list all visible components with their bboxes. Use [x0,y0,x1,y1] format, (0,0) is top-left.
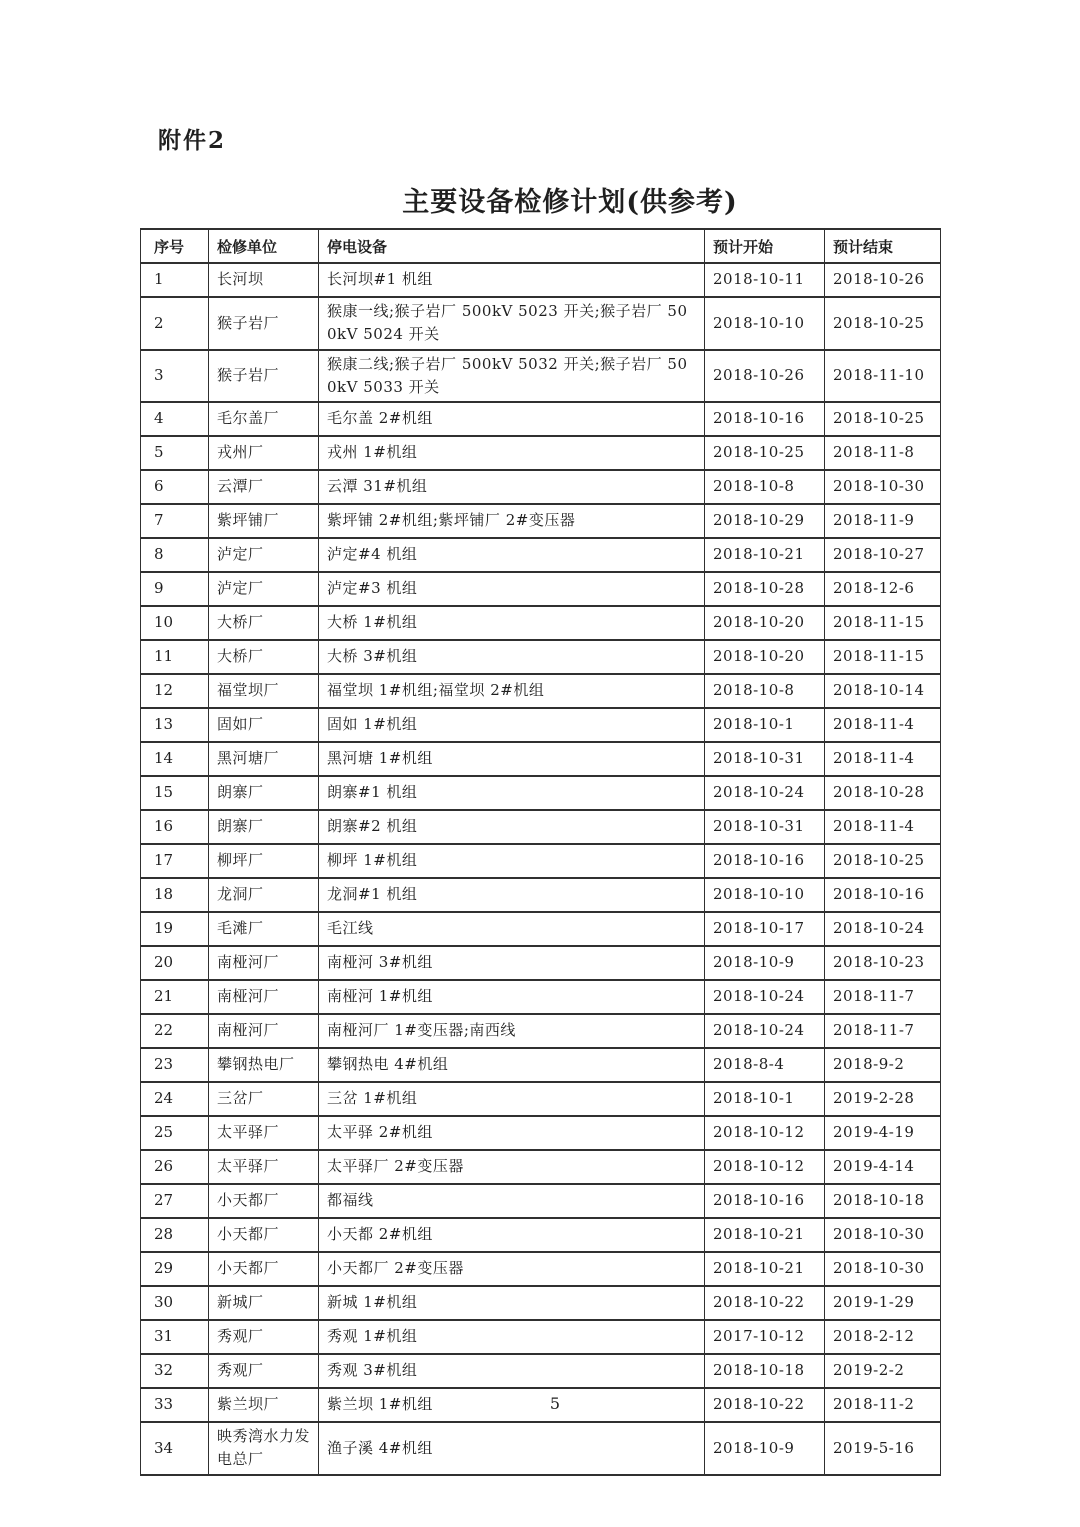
cell-equipment: 毛江线 [319,912,705,946]
cell-start: 2018-10-21 [705,1252,825,1286]
table-row [141,640,941,674]
cell-end: 2018-10-28 [825,776,941,810]
cell-end: 2018-11-2 [825,1388,941,1422]
table-row [141,912,941,946]
cell-end: 2018-9-2 [825,1048,941,1082]
table-row [141,1218,941,1252]
cell-no: 18 [141,878,209,912]
cell-start: 2018-10-16 [705,844,825,878]
cell-start: 2018-10-29 [705,504,825,538]
cell-equipment: 泸定#3 机组 [319,572,705,606]
cell-end: 2018-11-4 [825,742,941,776]
cell-start: 2018-10-16 [705,402,825,436]
cell-unit: 猴子岩厂 [209,350,319,403]
cell-unit: 小天都厂 [209,1184,319,1218]
table-row [141,263,941,297]
cell-no: 8 [141,538,209,572]
table-row [141,742,941,776]
table-row [141,297,941,350]
cell-equipment: 固如 1#机组 [319,708,705,742]
cell-unit: 泸定厂 [209,572,319,606]
cell-end: 2018-11-15 [825,606,941,640]
table-row [141,436,941,470]
cell-unit: 柳坪厂 [209,844,319,878]
cell-unit: 大桥厂 [209,640,319,674]
cell-unit: 毛滩厂 [209,912,319,946]
cell-no: 9 [141,572,209,606]
cell-end: 2018-10-16 [825,878,941,912]
cell-equipment: 新城 1#机组 [319,1286,705,1320]
cell-start: 2018-10-26 [705,350,825,403]
cell-equipment: 云潭 31#机组 [319,470,705,504]
cell-no: 22 [141,1014,209,1048]
cell-end: 2018-11-4 [825,708,941,742]
cell-end: 2018-11-9 [825,504,941,538]
table-row [141,674,941,708]
table-row [141,1048,941,1082]
cell-end: 2018-10-30 [825,470,941,504]
cell-end: 2018-10-14 [825,674,941,708]
cell-no: 20 [141,946,209,980]
cell-start: 2018-10-17 [705,912,825,946]
cell-end: 2018-10-23 [825,946,941,980]
cell-end: 2018-10-24 [825,912,941,946]
cell-unit: 秀观厂 [209,1320,319,1354]
cell-equipment: 渔子溪 4#机组 [319,1422,705,1475]
cell-equipment: 毛尔盖 2#机组 [319,402,705,436]
cell-start: 2018-10-24 [705,980,825,1014]
cell-equipment: 南桠河厂 1#变压器;南西线 [319,1014,705,1048]
cell-end: 2018-10-27 [825,538,941,572]
cell-equipment: 大桥 3#机组 [319,640,705,674]
cell-no: 4 [141,402,209,436]
cell-end: 2018-11-10 [825,350,941,403]
cell-unit: 南桠河厂 [209,980,319,1014]
table-row [141,572,941,606]
cell-equipment: 朗寨#2 机组 [319,810,705,844]
cell-unit: 紫兰坝厂 [209,1388,319,1422]
cell-equipment: 太平驿 2#机组 [319,1116,705,1150]
cell-equipment: 柳坪 1#机组 [319,844,705,878]
cell-end: 2018-10-30 [825,1218,941,1252]
maintenance-plan-table [140,228,941,1476]
cell-end: 2018-10-25 [825,402,941,436]
cell-unit: 龙洞厂 [209,878,319,912]
cell-start: 2018-10-12 [705,1150,825,1184]
table-row [141,980,941,1014]
table-row [141,402,941,436]
table-row [141,776,941,810]
column-header-equipment: 停电设备 [319,229,705,263]
cell-start: 2018-8-4 [705,1048,825,1082]
cell-start: 2018-10-31 [705,742,825,776]
cell-no: 16 [141,810,209,844]
cell-no: 5 [141,436,209,470]
cell-unit: 黑河塘厂 [209,742,319,776]
cell-no: 33 [141,1388,209,1422]
cell-end: 2019-2-2 [825,1354,941,1388]
cell-end: 2018-10-30 [825,1252,941,1286]
cell-equipment: 南桠河 3#机组 [319,946,705,980]
table-row [141,1286,941,1320]
cell-no: 26 [141,1150,209,1184]
cell-no: 15 [141,776,209,810]
cell-start: 2018-10-22 [705,1286,825,1320]
column-header-end: 预计结束 [825,229,941,263]
table-row [141,1252,941,1286]
cell-end: 2018-12-6 [825,572,941,606]
cell-no: 32 [141,1354,209,1388]
table-row [141,1150,941,1184]
cell-start: 2018-10-16 [705,1184,825,1218]
cell-no: 6 [141,470,209,504]
table-row [141,538,941,572]
cell-no: 30 [141,1286,209,1320]
cell-start: 2018-10-24 [705,776,825,810]
cell-unit: 固如厂 [209,708,319,742]
cell-end: 2018-10-26 [825,263,941,297]
cell-no: 24 [141,1082,209,1116]
cell-end: 2019-1-29 [825,1286,941,1320]
cell-equipment: 小天都厂 2#变压器 [319,1252,705,1286]
cell-start: 2018-10-21 [705,538,825,572]
cell-no: 25 [141,1116,209,1150]
cell-end: 2018-11-7 [825,1014,941,1048]
table-row [141,1354,941,1388]
cell-start: 2018-10-10 [705,297,825,350]
cell-unit: 朗寨厂 [209,776,319,810]
cell-start: 2018-10-1 [705,708,825,742]
cell-start: 2018-10-8 [705,674,825,708]
cell-equipment: 南桠河 1#机组 [319,980,705,1014]
cell-start: 2018-10-31 [705,810,825,844]
page-title: 主要设备检修计划(供参考) [402,187,738,218]
cell-unit: 戎州厂 [209,436,319,470]
cell-equipment: 猴康二线;猴子岩厂 500kV 5032 开关;猴子岩厂 500kV 5033 开关 [319,350,705,403]
cell-equipment: 小天都 2#机组 [319,1218,705,1252]
cell-start: 2018-10-28 [705,572,825,606]
cell-unit: 毛尔盖厂 [209,402,319,436]
cell-unit: 长河坝 [209,263,319,297]
cell-no: 13 [141,708,209,742]
table-header-row [141,229,941,263]
cell-unit: 新城厂 [209,1286,319,1320]
cell-unit: 小天都厂 [209,1252,319,1286]
cell-end: 2018-11-15 [825,640,941,674]
cell-unit: 泸定厂 [209,538,319,572]
cell-equipment: 紫坪铺 2#机组;紫坪铺厂 2#变压器 [319,504,705,538]
attachment-label: 附件2 [158,127,227,154]
cell-start: 2018-10-1 [705,1082,825,1116]
cell-start: 2018-10-8 [705,470,825,504]
cell-no: 34 [141,1422,209,1475]
cell-unit: 映秀湾水力发电总厂 [209,1422,319,1475]
cell-no: 27 [141,1184,209,1218]
table-row [141,946,941,980]
cell-equipment: 福堂坝 1#机组;福堂坝 2#机组 [319,674,705,708]
cell-end: 2018-10-25 [825,844,941,878]
cell-unit: 秀观厂 [209,1354,319,1388]
cell-start: 2018-10-9 [705,1422,825,1475]
cell-equipment: 秀观 1#机组 [319,1320,705,1354]
cell-equipment: 龙洞#1 机组 [319,878,705,912]
cell-end: 2019-4-14 [825,1150,941,1184]
table-row [141,708,941,742]
cell-end: 2019-4-19 [825,1116,941,1150]
column-header-no: 序号 [141,229,209,263]
cell-start: 2018-10-24 [705,1014,825,1048]
cell-start: 2018-10-12 [705,1116,825,1150]
cell-unit: 福堂坝厂 [209,674,319,708]
cell-no: 23 [141,1048,209,1082]
cell-unit: 紫坪铺厂 [209,504,319,538]
cell-end: 2018-10-18 [825,1184,941,1218]
cell-end: 2018-2-12 [825,1320,941,1354]
cell-no: 11 [141,640,209,674]
cell-start: 2018-10-20 [705,606,825,640]
cell-unit: 太平驿厂 [209,1150,319,1184]
table-body [141,263,941,1475]
cell-no: 3 [141,350,209,403]
table-row [141,1116,941,1150]
cell-start: 2018-10-21 [705,1218,825,1252]
cell-no: 31 [141,1320,209,1354]
cell-no: 1 [141,263,209,297]
table-row [141,1184,941,1218]
cell-equipment: 泸定#4 机组 [319,538,705,572]
cell-start: 2018-10-10 [705,878,825,912]
cell-no: 19 [141,912,209,946]
cell-unit: 大桥厂 [209,606,319,640]
cell-start: 2018-10-18 [705,1354,825,1388]
table-row [141,878,941,912]
table-row [141,1320,941,1354]
cell-unit: 猴子岩厂 [209,297,319,350]
cell-start: 2018-10-25 [705,436,825,470]
cell-no: 10 [141,606,209,640]
cell-equipment: 朗寨#1 机组 [319,776,705,810]
cell-equipment: 太平驿厂 2#变压器 [319,1150,705,1184]
cell-unit: 云潭厂 [209,470,319,504]
table-row [141,350,941,403]
cell-start: 2018-10-9 [705,946,825,980]
cell-equipment: 戎州 1#机组 [319,436,705,470]
cell-end: 2018-11-8 [825,436,941,470]
cell-start: 2018-10-11 [705,263,825,297]
table-row [141,470,941,504]
cell-start: 2018-10-20 [705,640,825,674]
cell-equipment: 大桥 1#机组 [319,606,705,640]
cell-unit: 南桠河厂 [209,1014,319,1048]
column-header-start: 预计开始 [705,229,825,263]
cell-start: 2018-10-22 [705,1388,825,1422]
cell-equipment: 三岔 1#机组 [319,1082,705,1116]
table-row [141,1422,941,1475]
cell-no: 7 [141,504,209,538]
table-row [141,1014,941,1048]
column-header-unit: 检修单位 [209,229,319,263]
cell-unit: 太平驿厂 [209,1116,319,1150]
cell-equipment: 长河坝#1 机组 [319,263,705,297]
cell-unit: 三岔厂 [209,1082,319,1116]
cell-unit: 小天都厂 [209,1218,319,1252]
cell-start: 2017-10-12 [705,1320,825,1354]
table-row [141,1082,941,1116]
cell-equipment: 都福线 [319,1184,705,1218]
cell-no: 12 [141,674,209,708]
cell-end: 2018-11-4 [825,810,941,844]
page-number: 5 [549,1394,561,1413]
cell-no: 29 [141,1252,209,1286]
cell-equipment: 攀钢热电 4#机组 [319,1048,705,1082]
cell-end: 2019-2-28 [825,1082,941,1116]
cell-equipment: 黑河塘 1#机组 [319,742,705,776]
cell-unit: 南桠河厂 [209,946,319,980]
cell-unit: 朗寨厂 [209,810,319,844]
cell-no: 21 [141,980,209,1014]
cell-end: 2018-11-7 [825,980,941,1014]
table-row [141,844,941,878]
cell-no: 17 [141,844,209,878]
table-row [141,606,941,640]
cell-equipment: 秀观 3#机组 [319,1354,705,1388]
cell-no: 28 [141,1218,209,1252]
table-row [141,810,941,844]
cell-unit: 攀钢热电厂 [209,1048,319,1082]
cell-end: 2018-10-25 [825,297,941,350]
table-row [141,504,941,538]
cell-end: 2019-5-16 [825,1422,941,1475]
cell-equipment: 紫兰坝 1#机组 [319,1388,705,1422]
cell-no: 2 [141,297,209,350]
cell-equipment: 猴康一线;猴子岩厂 500kV 5023 开关;猴子岩厂 500kV 5024 开关 [319,297,705,350]
cell-no: 14 [141,742,209,776]
